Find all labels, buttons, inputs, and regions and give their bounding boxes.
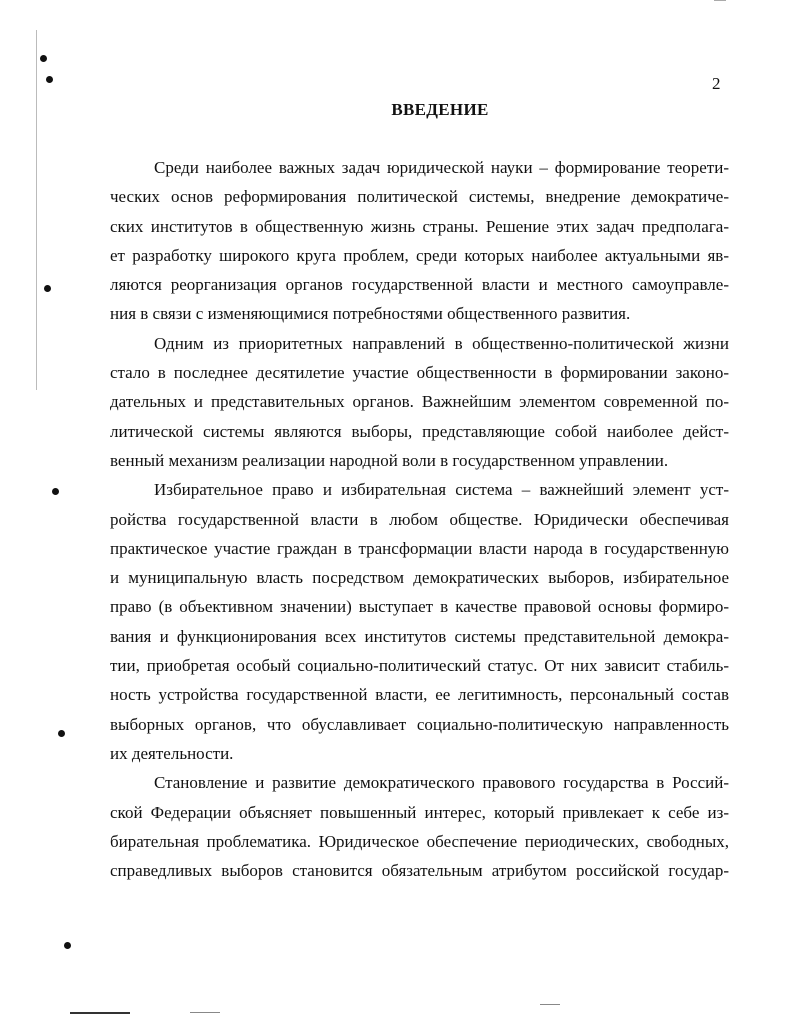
text-line: Одним из приоритетных направлений в общественно-политической жизни — [154, 333, 729, 353]
scan-bottom-line — [190, 1012, 220, 1013]
text-line: и муниципальную власть посредством демократических выборов, избирательное — [110, 568, 729, 588]
paragraph — [110, 475, 729, 768]
text-line: их деятельности. — [110, 743, 234, 763]
text-line: Становление и развитие демократического правового государства в Россий- — [154, 773, 729, 793]
scan-edge-line — [36, 30, 37, 390]
scan-top-line — [714, 0, 726, 1]
scan-punch-dot — [40, 55, 47, 62]
scan-bottom-line — [70, 1012, 130, 1014]
text-line: ляются реорганизация органов государственной власти и местного самоуправле- — [110, 275, 729, 295]
text-line: Избирательное право и избирательная система – важнейший элемент уст- — [154, 480, 729, 500]
text-line: справедливых выборов становится обязательным атрибутом российской государ- — [110, 861, 729, 881]
scan-punch-dot — [58, 730, 65, 737]
scan-bottom-line — [540, 1004, 560, 1005]
text-line: право (в объективном значении) выступает в качестве правовой основы формиро- — [110, 597, 729, 617]
paragraph — [110, 153, 729, 329]
text-line: бирательная проблематика. Юридическое обеспечение периодических, свободных, — [110, 831, 729, 851]
text-line: ской Федерации объясняет повышенный интерес, который привлекает к себе из- — [110, 802, 729, 822]
text-line: ность устройства государственной власти, ее легитимность, персональный состав — [110, 685, 729, 705]
text-line: выборных органов, что обуславливает социально-политическую направленность — [110, 714, 729, 734]
text-line: Среди наиболее важных задач юридической науки – формирование теорети- — [154, 158, 729, 177]
text-line: стало в последнее десятилетие участие общественности в формировании законо- — [110, 363, 729, 383]
text-line: ет разработку широкого круга проблем, среди которых наиболее актуальными яв- — [110, 245, 729, 265]
page-number: 2 — [712, 74, 721, 93]
scan-punch-dot — [52, 488, 59, 495]
text-line: вания и функционирования всех институтов системы представительной демокра- — [110, 626, 729, 646]
paragraph — [110, 768, 729, 885]
text-line: ских институтов в общественную жизнь страны. Решение этих задач предполага- — [110, 216, 729, 236]
scan-punch-dot — [44, 285, 51, 292]
scan-punch-dot — [64, 942, 71, 949]
text-line: венный механизм реализации народной воли в государственном управлении. — [110, 450, 669, 470]
text-line: ния в связи с изменяющимися потребностями общественного развития. — [110, 304, 631, 324]
document-body — [110, 153, 729, 885]
text-line: ройства государственной власти в любом обществе. Юридически обеспечивая — [110, 509, 729, 529]
text-line: литической системы являются выборы, представляющие собой наиболее дейст- — [110, 421, 729, 441]
paragraph — [110, 329, 729, 475]
text-line: ческих основ реформирования политической системы, внедрение демократиче- — [110, 187, 729, 207]
text-line: дательных и представительных органов. Важнейшим элементом современной по- — [110, 392, 729, 412]
text-line: тии, приобретая особый социально-политический статус. От них зависит стабиль- — [110, 656, 729, 676]
text-line: практическое участие граждан в трансформации власти народа в государственную — [110, 538, 729, 558]
scan-punch-dot — [46, 76, 53, 83]
page-title: ВВЕДЕНИЕ — [391, 100, 489, 119]
